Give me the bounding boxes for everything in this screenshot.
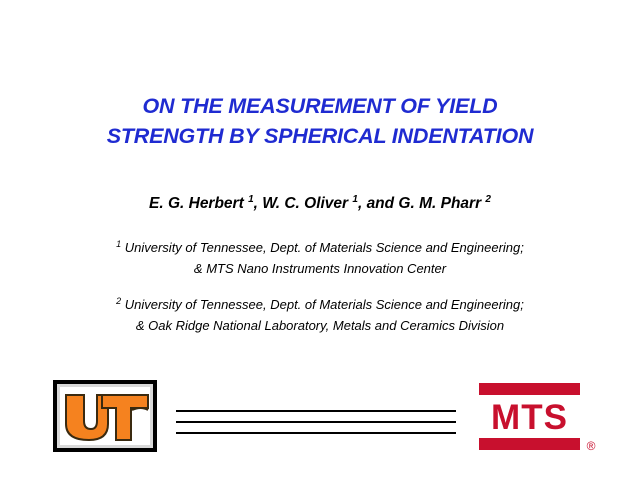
affiliation-2: [0, 294, 640, 336]
divider-line: [176, 421, 456, 423]
title-line-2: STRENGTH BY SPHERICAL INDENTATION: [106, 124, 534, 148]
affiliation-1: [0, 237, 640, 279]
affiliation-1-mark: 1: [116, 239, 122, 249]
affiliation-1-line-1: University of Tennessee, Dept. of Materials Science and Engineering;: [121, 240, 524, 255]
affiliation-2-line-2: & Oak Ridge National Laboratory, Metals and Ceramics Division: [135, 318, 505, 333]
author-pharr-affiliation-mark: 2: [485, 194, 491, 205]
affiliation-1-line-2: & MTS Nano Instruments Innovation Center: [193, 261, 447, 276]
slide-title: [0, 91, 640, 151]
author-pharr: , and G. M. Pharr: [357, 195, 486, 212]
affiliation-2-mark: 2: [116, 296, 122, 306]
registered-mark: ®: [586, 439, 596, 453]
divider-line: [176, 432, 456, 434]
title-line-1: ON THE MEASUREMENT OF YIELD: [142, 94, 498, 118]
affiliation-2-line-1: University of Tennessee, Dept. of Materials Science and Engineering;: [121, 297, 524, 312]
divider-line: [176, 410, 456, 412]
author-oliver: , W. C. Oliver: [253, 195, 353, 212]
mts-logo: [479, 383, 601, 453]
author-herbert: E. G. Herbert: [149, 195, 249, 212]
author-oliver-affiliation-mark: 1: [352, 194, 358, 205]
author-list: [0, 193, 640, 215]
mts-logo-text: MTS: [491, 398, 568, 437]
author-herbert-affiliation-mark: 1: [248, 194, 254, 205]
university-of-tennessee-logo: [53, 380, 157, 452]
